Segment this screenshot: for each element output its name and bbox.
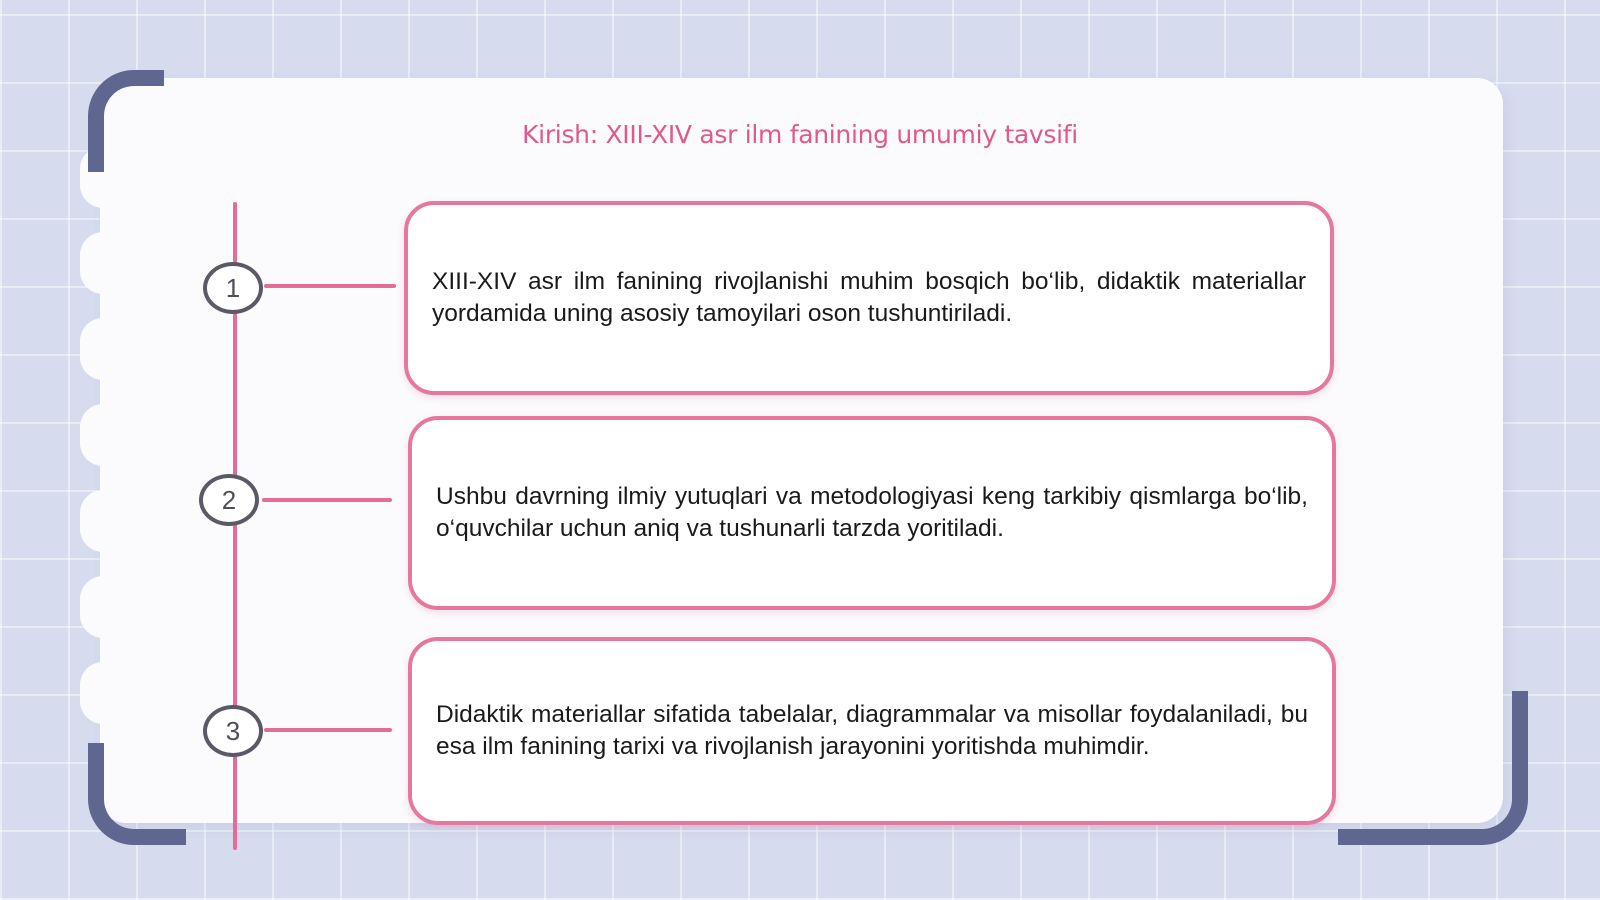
step-card-text: XIII-XIV asr ilm fanining rivojlanishi muhim bosqich bo‘lib, didaktik materiallar yordamida uning asosiy tamoyilari oson tushuntiriladi.	[432, 268, 1306, 327]
step-connector	[264, 728, 392, 732]
step-card-text: Ushbu davrning ilmiy yutuqlari va metodologiyasi keng tarkibiy qismlarga bo‘lib, o‘quvchilar uchun aniq va tushunarli tarzda yoritiladi.	[436, 483, 1308, 542]
step-number-badge: 3	[203, 705, 263, 757]
paper-scallop	[80, 576, 126, 638]
slide-title: Kirish: XIII-XIV asr ilm fanining umumiy tavsifi	[522, 120, 1078, 149]
step-number-badge: 2	[199, 474, 259, 526]
corner-bracket-bottom-left	[88, 743, 186, 845]
paper-scallop	[80, 490, 126, 552]
step-number-badge: 1	[203, 262, 263, 314]
step-connector	[262, 498, 392, 502]
step-card	[404, 201, 1334, 395]
step-card-text: Didaktik materiallar sifatida tabelalar, diagrammalar va misollar foydalaniladi, bu esa ilm fanining tarixi va rivojlanish jarayonini yoritishda muhimdir.	[436, 701, 1308, 760]
paper-scallop	[80, 318, 126, 380]
corner-bracket-top-left	[88, 70, 164, 172]
step-connector	[264, 284, 396, 288]
paper-scallop	[80, 404, 126, 466]
corner-bracket-bottom-right	[1338, 691, 1528, 845]
step-card	[408, 416, 1336, 610]
step-card	[408, 637, 1336, 825]
paper-scallop	[80, 662, 126, 724]
paper-scallop	[80, 232, 126, 294]
